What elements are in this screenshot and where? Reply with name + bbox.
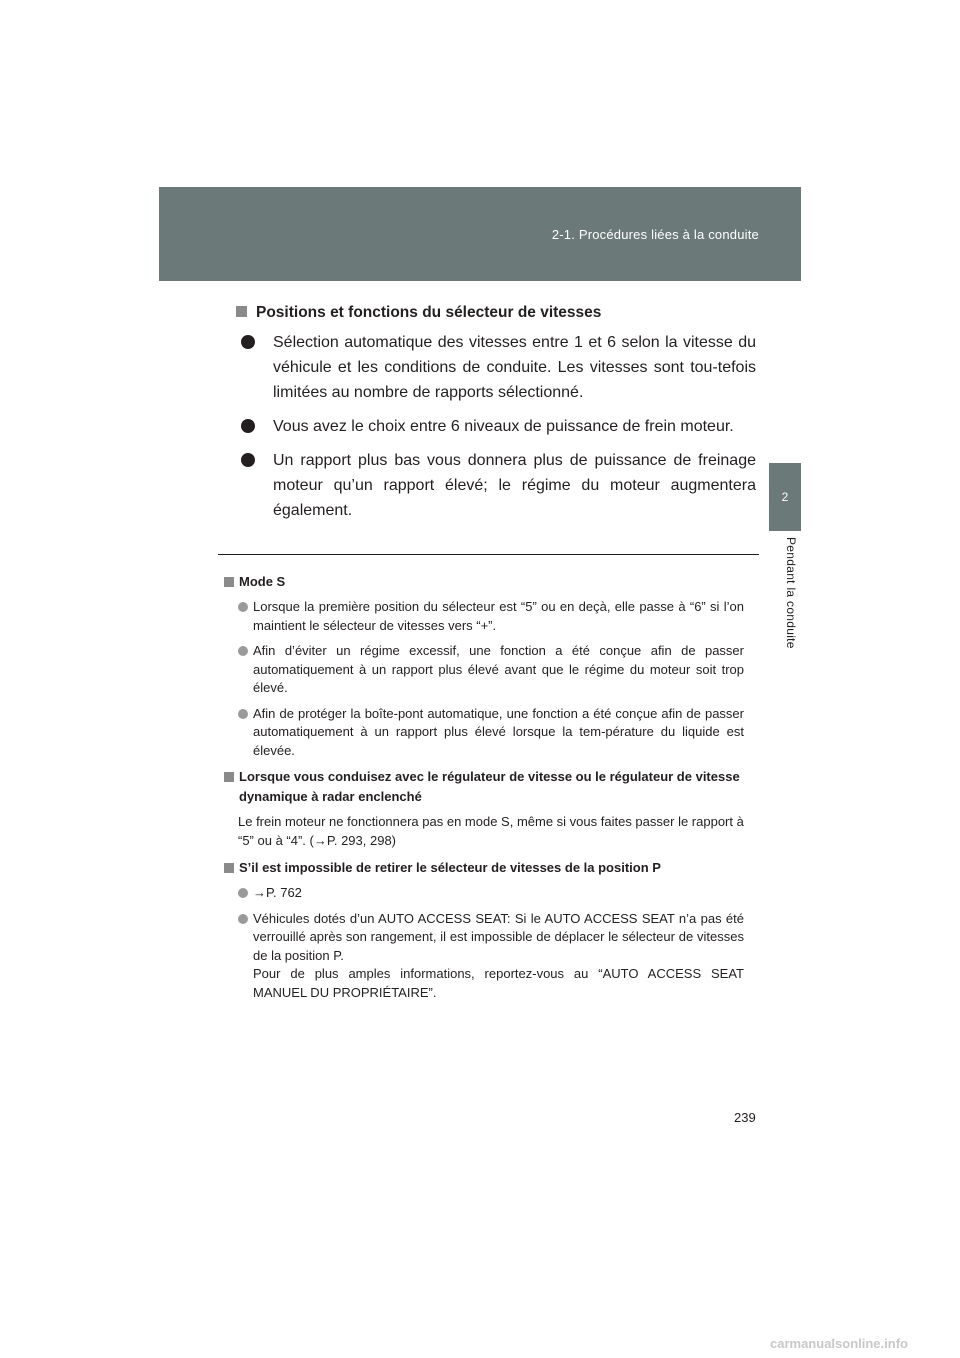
round-bullet-icon (238, 914, 248, 924)
note-bullet: Afin d’éviter un régime excessif, une fonction a été conçue afin de passer automatiquement à un rapport plus élevé avant que le régime du moteur soit trop élevé. (224, 642, 744, 698)
main-bullet-text: Vous avez le choix entre 6 niveaux de puissance de frein moteur. (273, 418, 734, 435)
header-band (159, 187, 801, 281)
chapter-label: Pendant la conduite (784, 537, 798, 649)
main-bullet (236, 330, 756, 405)
main-bullet (236, 414, 756, 439)
note-bullet: Afin de protéger la boîte-pont automatique, une fonction a été conçue afin de passer automatiquement à un rapport plus élevé lorsque la tem-pérature du liquide est élevée. (224, 705, 744, 761)
main-bullet-text: Sélection automatique des vitesses entre 1 et 6 selon la vitesse du véhicule et les conditions de conduite. Les vitesses sont tou-tefois limitées au nombre de rapports sélectionné. (273, 334, 756, 401)
note-heading-cruise: Lorsque vous conduisez avec le régulateur de vitesse ou le régulateur de vitesse dynamique à radar enclenché (224, 767, 744, 807)
square-bullet-icon (224, 577, 234, 587)
square-bullet-icon (236, 306, 247, 317)
page-number: 239 (734, 1110, 756, 1125)
main-section (236, 302, 756, 532)
chapter-tab (769, 463, 801, 531)
note-heading-shift-p: S’il est impossible de retirer le sélecteur de vitesses de la position P (224, 858, 744, 878)
section-title: 2-1. Procédures liées à la conduite (551, 227, 759, 242)
notes-section (224, 572, 744, 1009)
section-divider (218, 554, 759, 555)
round-bullet-icon (241, 335, 255, 349)
round-bullet-icon (238, 602, 248, 612)
main-heading-text: Positions et fonctions du sélecteur de vitesses (256, 304, 602, 321)
note-paragraph: Le frein moteur ne fonctionnera pas en mode S, même si vous faites passer le rapport à “5” ou à “4”. (→P. 293, 298) (238, 814, 744, 848)
note-bullet: →P. 762 (224, 884, 744, 903)
watermark: carmanualsonline.info (770, 1336, 908, 1351)
square-bullet-icon (224, 863, 234, 873)
round-bullet-icon (238, 888, 248, 898)
note-bullet: Véhicules dotés d’un AUTO ACCESS SEAT: Si le AUTO ACCESS SEAT n’a pas été verrouillé après son rangement, il est impossible de déplacer le sélecteur de vitesses de la position P. Pour de plus amples informations, reportez-vous au “AUTO ACCESS SEAT MANUEL DU PROPRIÉTAIRE”. (224, 910, 744, 1003)
main-bullet-text: Un rapport plus bas vous donnera plus de puissance de freinage moteur qu’un rapport élevé; le régime du moteur augmentera également. (273, 452, 756, 519)
main-heading (236, 302, 756, 324)
chapter-number: 2 (781, 490, 789, 504)
note-heading-mode-s: Mode S (224, 572, 744, 592)
round-bullet-icon (241, 453, 255, 467)
square-bullet-icon (224, 772, 234, 782)
note-bullet: Lorsque la première position du sélecteur est “5” ou en deçà, elle passe à “6” si l’on maintient le sélecteur de vitesses vers “+”. (224, 598, 744, 635)
round-bullet-icon (238, 646, 248, 656)
round-bullet-icon (241, 419, 255, 433)
round-bullet-icon (238, 709, 248, 719)
main-bullet (236, 448, 756, 523)
